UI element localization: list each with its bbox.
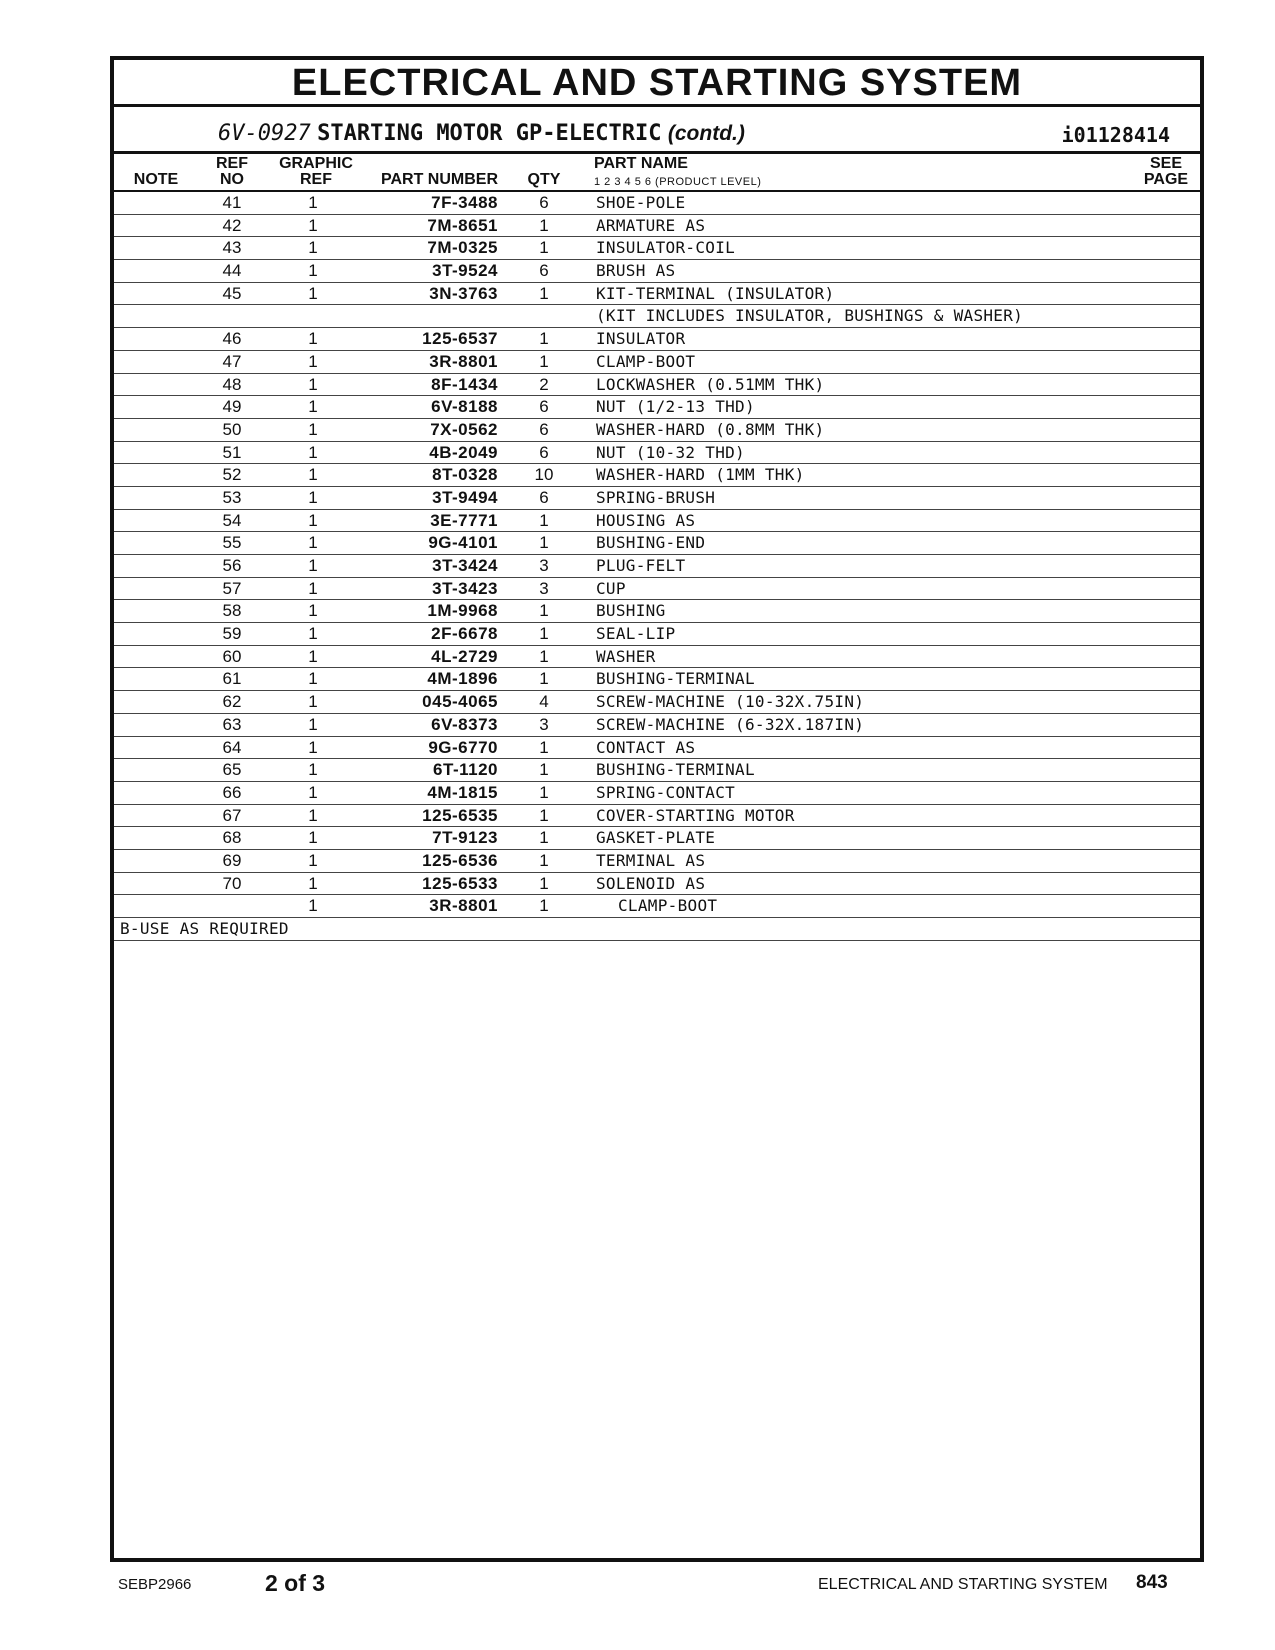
graphic-ref: 1 <box>308 873 318 893</box>
part-number: 4L-2729 <box>431 646 498 666</box>
table-row <box>114 464 1200 487</box>
qty: 6 <box>539 397 549 417</box>
ref-no: 54 <box>222 510 242 530</box>
part-number: 8T-0328 <box>432 465 498 485</box>
graphic-ref: 1 <box>308 329 318 349</box>
qty: 2 <box>539 374 549 394</box>
ref-no: 56 <box>222 556 242 575</box>
ref-no: 68 <box>222 828 242 848</box>
part-name: BUSHING-END <box>596 533 706 553</box>
part-number: 4M-1815 <box>427 782 498 802</box>
group-header <box>114 107 1200 154</box>
graphic-ref: 1 <box>308 646 318 666</box>
col-product-levels: 1 2 3 4 5 6 (PRODUCT LEVEL) <box>594 176 762 188</box>
page-frame <box>110 56 1204 1562</box>
part-number: 3T-9524 <box>432 261 498 281</box>
part-name: SPRING-CONTACT <box>596 782 736 802</box>
col-part-number: PART NUMBER <box>380 171 498 188</box>
graphic-ref: 1 <box>308 510 318 530</box>
table-row <box>114 396 1200 419</box>
col-note: NOTE <box>133 171 179 188</box>
ref-no: 48 <box>222 374 242 394</box>
graphic-ref: 1 <box>308 533 318 553</box>
graphic-ref: 1 <box>308 487 318 507</box>
ref-no: 69 <box>222 850 242 870</box>
table-row <box>114 442 1200 465</box>
ref-no: 65 <box>222 760 242 780</box>
qty: 6 <box>539 487 549 507</box>
part-number: 3E-7771 <box>430 510 498 530</box>
qty: 1 <box>539 238 549 258</box>
part-number: 9G-4101 <box>428 533 498 553</box>
note-text: B-USE AS REQUIRED <box>120 919 289 938</box>
part-number: 3T-9494 <box>432 487 498 507</box>
table-row <box>114 305 1200 328</box>
qty: 6 <box>539 419 549 439</box>
part-name: ARMATURE AS <box>596 215 706 235</box>
part-number: 4M-1896 <box>427 669 498 689</box>
qty: 1 <box>539 669 549 689</box>
ref-no: 60 <box>222 646 242 666</box>
col-see-bottom: PAGE <box>1143 171 1189 188</box>
graphic-ref: 1 <box>308 374 318 394</box>
table-row <box>114 668 1200 691</box>
part-name: CLAMP-BOOT <box>618 896 718 916</box>
graphic-ref: 1 <box>308 397 318 417</box>
group-contd: (contd.) <box>667 122 745 145</box>
ref-no: 67 <box>222 805 242 825</box>
table-row <box>114 351 1200 374</box>
qty: 1 <box>539 782 549 802</box>
part-number: 7F-3488 <box>431 193 498 212</box>
table-row <box>114 737 1200 760</box>
qty: 1 <box>539 805 549 825</box>
part-name: BUSHING-TERMINAL <box>596 760 755 780</box>
graphic-ref: 1 <box>308 465 318 485</box>
part-name: SPRING-BRUSH <box>596 487 716 507</box>
qty: 1 <box>539 533 549 553</box>
qty: 1 <box>539 601 549 621</box>
ref-no: 66 <box>222 782 242 802</box>
part-name: SOLENOID AS <box>596 873 706 893</box>
table-row <box>114 895 1200 918</box>
part-number: 125-6535 <box>422 805 498 825</box>
qty: 1 <box>539 329 549 349</box>
part-name: COVER-STARTING MOTOR <box>596 805 795 825</box>
graphic-ref: 1 <box>308 624 318 644</box>
table-row <box>114 532 1200 555</box>
table-row <box>114 555 1200 578</box>
table-row <box>114 600 1200 623</box>
qty: 3 <box>539 578 549 598</box>
graphic-ref: 1 <box>308 669 318 689</box>
graphic-ref: 1 <box>308 737 318 757</box>
graphic-ref: 1 <box>308 601 318 621</box>
part-name: BUSHING <box>596 601 666 621</box>
qty: 1 <box>539 283 549 303</box>
part-number: 125-6537 <box>422 329 498 349</box>
qty: 1 <box>539 760 549 780</box>
ref-no: 53 <box>222 487 242 507</box>
part-number: 045-4065 <box>422 692 498 712</box>
part-name: SHOE-POLE <box>596 193 686 212</box>
part-name: CONTACT AS <box>596 737 696 757</box>
part-name: WASHER-HARD (1MM THK) <box>596 465 805 485</box>
part-number: 3R-8801 <box>429 351 498 371</box>
table-row <box>114 374 1200 397</box>
part-name: SEAL-LIP <box>596 624 676 644</box>
part-number: 7X-0562 <box>430 419 498 439</box>
col-graphic-top: GRAPHIC <box>279 155 353 172</box>
graphic-ref: 1 <box>308 850 318 870</box>
part-name: INSULATOR <box>596 329 686 349</box>
qty: 6 <box>539 193 549 212</box>
graphic-ref: 1 <box>308 782 318 802</box>
part-number: 7M-0325 <box>427 238 498 258</box>
parts-table <box>114 192 1200 941</box>
ref-no: 62 <box>222 692 242 712</box>
graphic-ref: 1 <box>308 215 318 235</box>
part-name: SCREW-MACHINE (6-32X.187IN) <box>596 714 865 734</box>
graphic-ref: 1 <box>308 193 318 212</box>
table-row <box>114 215 1200 238</box>
qty: 6 <box>539 442 549 462</box>
part-name: GASKET-PLATE <box>596 828 716 848</box>
part-name: NUT (10-32 THD) <box>596 442 745 462</box>
ref-no: 51 <box>222 442 242 462</box>
ref-no: 50 <box>222 419 242 439</box>
part-number: 9G-6770 <box>428 737 498 757</box>
part-number: 7M-8651 <box>427 215 498 235</box>
ref-no: 58 <box>222 601 242 621</box>
graphic-ref: 1 <box>308 714 318 734</box>
part-number: 6T-1120 <box>433 760 498 780</box>
part-name: LOCKWASHER (0.51MM THK) <box>596 374 825 394</box>
ref-no: 61 <box>222 669 242 689</box>
graphic-ref: 1 <box>308 283 318 303</box>
part-name: SCREW-MACHINE (10-32X.75IN) <box>596 692 865 712</box>
qty: 1 <box>539 646 549 666</box>
group-part-number: 6V-0927 <box>218 121 311 146</box>
col-ref-top: REF <box>216 155 248 172</box>
table-row <box>114 782 1200 805</box>
qty: 1 <box>539 828 549 848</box>
table-row <box>114 487 1200 510</box>
part-name: CLAMP-BOOT <box>596 351 696 371</box>
part-number: 7T-9123 <box>432 828 498 848</box>
col-graphic-ref <box>272 156 360 188</box>
graphic-ref: 1 <box>308 805 318 825</box>
part-number: 2F-6678 <box>431 624 498 644</box>
part-number: 6V-8373 <box>431 714 498 734</box>
col-ref-no <box>208 156 256 188</box>
page-footer <box>0 1568 1275 1608</box>
table-row <box>114 691 1200 714</box>
col-qty: QTY <box>527 171 561 188</box>
part-name: BRUSH AS <box>596 261 676 281</box>
part-name: CUP <box>596 578 626 598</box>
ref-no: 41 <box>222 193 242 212</box>
note-row <box>114 918 1200 941</box>
ref-no: 52 <box>222 465 242 485</box>
part-number: 8F-1434 <box>431 374 498 394</box>
table-row <box>114 510 1200 533</box>
part-number: 3R-8801 <box>429 896 498 916</box>
col-see-top: SEE <box>1149 155 1182 172</box>
col-graphic-bottom: REF <box>300 171 332 188</box>
part-number: 4B-2049 <box>429 442 498 462</box>
graphic-ref: 1 <box>308 578 318 598</box>
qty: 1 <box>539 351 549 371</box>
group-name: STARTING MOTOR GP-ELECTRIC <box>317 121 662 146</box>
qty: 1 <box>539 737 549 757</box>
ref-no: 43 <box>222 238 242 258</box>
graphic-ref: 1 <box>308 896 318 916</box>
part-name: WASHER-HARD (0.8MM THK) <box>596 419 825 439</box>
col-see-page <box>1136 156 1196 188</box>
part-name: INSULATOR-COIL <box>596 238 736 258</box>
group-title <box>218 119 745 146</box>
table-row <box>114 850 1200 873</box>
part-number: 3T-3423 <box>432 578 498 598</box>
footer-section: ELECTRICAL AND STARTING SYSTEM <box>818 1576 1108 1593</box>
table-row <box>114 237 1200 260</box>
part-name: NUT (1/2-13 THD) <box>596 397 755 417</box>
graphic-ref: 1 <box>308 261 318 281</box>
ref-no: 45 <box>222 283 242 303</box>
part-number: 1M-9968 <box>427 601 498 621</box>
table-row <box>114 623 1200 646</box>
table-row <box>114 759 1200 782</box>
table-row <box>114 646 1200 669</box>
qty: 10 <box>534 465 554 485</box>
table-row <box>114 260 1200 283</box>
qty: 1 <box>539 850 549 870</box>
table-row <box>114 283 1200 306</box>
part-number: 3T-3424 <box>432 556 498 575</box>
part-number: 125-6533 <box>422 873 498 893</box>
part-name: PLUG-FELT <box>596 556 686 575</box>
ref-no: 42 <box>222 215 242 235</box>
graphic-ref: 1 <box>308 760 318 780</box>
table-row <box>114 578 1200 601</box>
doc-code: SEBP2966 <box>118 1576 192 1593</box>
qty: 1 <box>539 896 549 916</box>
part-name: TERMINAL AS <box>596 850 706 870</box>
table-row <box>114 714 1200 737</box>
part-name: (KIT INCLUDES INSULATOR, BUSHINGS & WASHER) <box>596 306 1024 326</box>
qty: 4 <box>539 692 549 712</box>
page-number: 843 <box>1136 1572 1168 1593</box>
qty: 3 <box>539 714 549 734</box>
ref-no: 47 <box>222 351 242 371</box>
ref-no: 59 <box>222 624 242 644</box>
ref-no: 64 <box>222 737 242 757</box>
part-name: HOUSING AS <box>596 510 696 530</box>
ref-no: 49 <box>222 397 242 417</box>
table-row <box>114 328 1200 351</box>
qty: 1 <box>539 215 549 235</box>
qty: 6 <box>539 261 549 281</box>
part-name: WASHER <box>596 646 656 666</box>
part-number: 125-6536 <box>422 850 498 870</box>
graphic-ref: 1 <box>308 442 318 462</box>
page-title: ELECTRICAL AND STARTING SYSTEM <box>114 60 1200 107</box>
part-number: 3N-3763 <box>429 283 498 303</box>
ref-no: 70 <box>222 873 242 893</box>
col-ref-bottom: NO <box>220 171 244 188</box>
table-row <box>114 419 1200 442</box>
ref-no: 57 <box>222 578 242 598</box>
table-row <box>114 827 1200 850</box>
graphic-ref: 1 <box>308 692 318 712</box>
ref-no: 44 <box>222 261 242 281</box>
illustration-id: i01128414 <box>1061 123 1170 147</box>
qty: 1 <box>539 510 549 530</box>
part-name: BUSHING-TERMINAL <box>596 669 755 689</box>
table-row <box>114 873 1200 896</box>
column-header <box>114 154 1200 192</box>
graphic-ref: 1 <box>308 828 318 848</box>
graphic-ref: 1 <box>308 351 318 371</box>
graphic-ref: 1 <box>308 556 318 575</box>
part-number: 6V-8188 <box>431 397 498 417</box>
col-part-name: PART NAME <box>594 155 688 172</box>
qty: 3 <box>539 556 549 575</box>
qty: 1 <box>539 624 549 644</box>
ref-no: 55 <box>222 533 242 553</box>
qty: 1 <box>539 873 549 893</box>
graphic-ref: 1 <box>308 238 318 258</box>
ref-no: 63 <box>222 714 242 734</box>
table-row <box>114 805 1200 828</box>
ref-no: 46 <box>222 329 242 349</box>
graphic-ref: 1 <box>308 419 318 439</box>
part-name: KIT-TERMINAL (INSULATOR) <box>596 283 835 303</box>
table-row <box>114 192 1200 215</box>
page-of: 2 of 3 <box>265 1570 326 1596</box>
